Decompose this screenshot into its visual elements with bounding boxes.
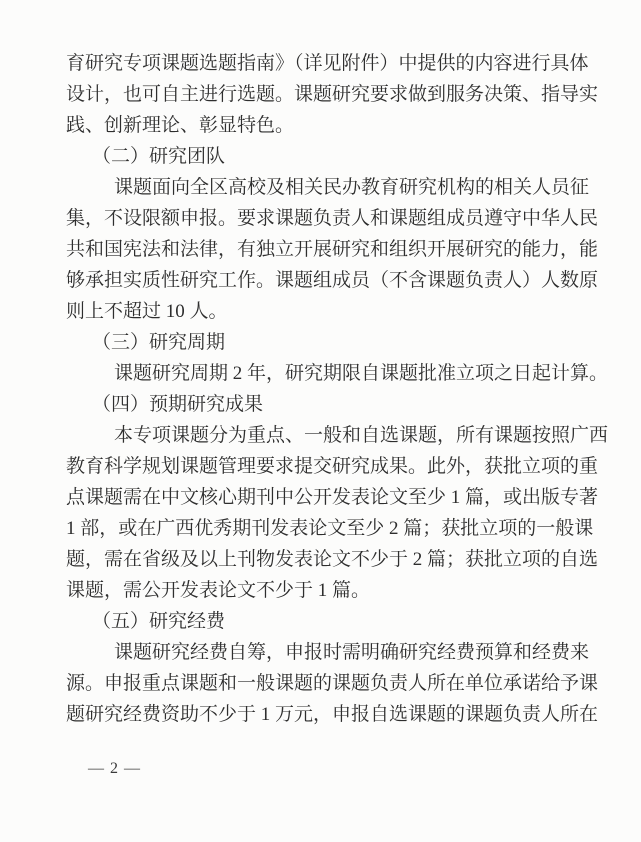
text-line: 则上不超过 10 人。 — [66, 301, 228, 322]
text-line: 课题研究经费自筹，申报时需明确研究经费预算和经费来 — [114, 642, 590, 663]
text-line: 践、创新理论、彰显特色。 — [66, 115, 295, 136]
text-line: （三）研究周期 — [92, 332, 226, 353]
text-line: 题研究经费资助不少于 1 万元，申报自选课题的课题负责人所在 — [66, 704, 599, 725]
text-line: 课题研究周期 2 年，研究期限自课题批准立项之日起计算。 — [114, 363, 609, 384]
text-line: 1 部，或在广西优秀期刊发表论文至少 2 篇；获批立项的一般课 — [66, 518, 594, 539]
text-line: 育研究专项课题选题指南》（详见附件）中提供的内容进行具体 — [66, 53, 589, 74]
text-line: 源。申报重点课题和一般课题的课题负责人所在单位承诺给予课 — [66, 673, 599, 694]
text-line: （五）研究经费 — [92, 611, 226, 632]
text-line: 教育科学规划课题管理要求提交研究成果。此外，获批立项的重 — [66, 456, 599, 477]
text-line: 课题面向全区高校及相关民办教育研究机构的相关人员征 — [114, 177, 590, 198]
text-line: 本专项课题分为重点、一般和自选课题，所有课题按照广西 — [114, 425, 609, 446]
text-line: 点课题需在中文核心期刊中公开发表论文至少 1 篇，或出版专著 — [66, 487, 599, 508]
text-line: 题，需在省级及以上刊物发表论文不少于 2 篇；获批立项的自选 — [66, 549, 599, 570]
page-number: — 2 — — [88, 760, 141, 777]
text-line: 设计，也可自主进行选题。课题研究要求做到服务决策、指导实 — [66, 84, 599, 105]
text-line: （四）预期研究成果 — [92, 394, 264, 415]
text-line: 集，不设限额申报。要求课题负责人和课题组成员遵守中华人民 — [66, 208, 599, 229]
document-body — [66, 48, 609, 730]
text-line: 共和国宪法和法律，有独立开展研究和组织开展研究的能力，能 — [66, 239, 599, 260]
text-line: 课题，需公开发表论文不少于 1 篇。 — [66, 580, 371, 601]
text-line: 够承担实质性研究工作。课题组成员（不含课题负责人）人数原 — [66, 270, 599, 291]
text-line: （二）研究团队 — [92, 146, 226, 167]
